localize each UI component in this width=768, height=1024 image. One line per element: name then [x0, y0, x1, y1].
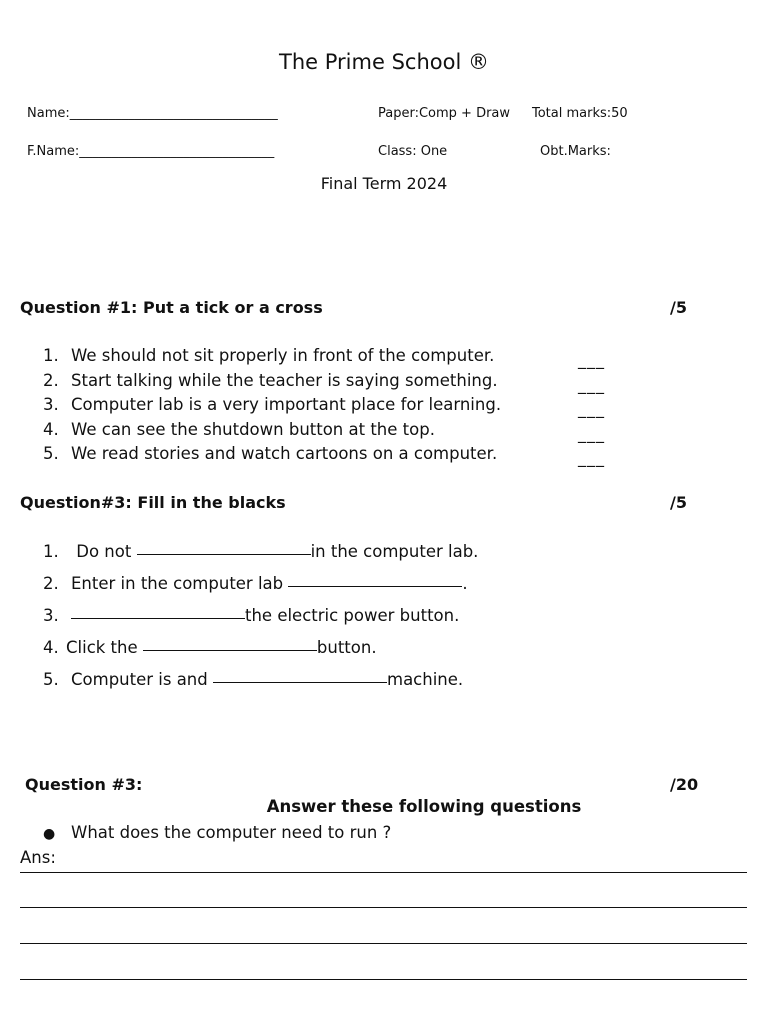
fill-blank: [288, 585, 462, 587]
item-number: 3.: [43, 606, 59, 625]
item-text-after: .: [462, 574, 468, 593]
tick-blank: ___: [578, 448, 605, 467]
bullet-icon: ●: [43, 826, 56, 842]
item-text: We can see the shutdown button at the top.: [71, 420, 435, 439]
q2-item: [43, 542, 478, 561]
question-text: What does the computer need to run ?: [71, 823, 392, 842]
tick-blank: ___: [578, 350, 605, 369]
q1-item: [43, 444, 497, 463]
q1-item: [43, 420, 435, 439]
item-number: 5.: [43, 444, 59, 463]
item-number: 4.: [43, 420, 59, 439]
item-text-after: machine.: [387, 670, 464, 689]
q2-item: [43, 606, 459, 625]
item-number: 2.: [43, 371, 59, 390]
item-text-before: Do not: [71, 542, 132, 561]
item-text-after: button.: [316, 638, 377, 657]
q1-item: [43, 371, 498, 390]
answer-line: [20, 979, 747, 980]
q1-item: [43, 395, 501, 414]
q2-item: [43, 638, 377, 657]
exam-term: Final Term 2024: [320, 174, 448, 193]
school-title: The Prime School ®: [279, 50, 489, 74]
q3-heading: Question #3:: [25, 775, 143, 794]
q2-item: [43, 574, 468, 593]
item-text-after: in the computer lab.: [310, 542, 479, 561]
paper-info: Paper:Comp + Draw: [378, 106, 511, 121]
item-text-before: Enter in the computer lab: [71, 574, 284, 593]
item-text: We should not sit properly in front of the computer.: [71, 346, 495, 365]
answer-label: Ans:: [20, 848, 56, 867]
class-info: Class: One: [378, 144, 448, 159]
item-number: 2.: [43, 574, 59, 593]
q1-heading: Question #1: Put a tick or a cross: [20, 298, 323, 317]
item-number: 4.: [43, 638, 59, 657]
item-number: 1.: [43, 542, 59, 561]
answer-line: [20, 943, 747, 944]
q3-subheading: Answer these following questions: [266, 797, 582, 816]
answer-line: [20, 872, 747, 873]
obtained-marks: Obt.Marks:: [540, 144, 611, 159]
item-number: 3.: [43, 395, 59, 414]
tick-blank: ___: [578, 424, 605, 443]
q2-heading: Question#3: Fill in the blacks: [20, 493, 286, 512]
item-number: 5.: [43, 670, 59, 689]
q3-marks: /20: [670, 775, 699, 794]
fill-blank: [213, 681, 387, 683]
item-text-after: the electric power button.: [245, 606, 460, 625]
item-number: 1.: [43, 346, 59, 365]
q3-question: [43, 823, 391, 842]
fill-blank: [137, 553, 311, 555]
name-field: Name:________________________________: [27, 106, 278, 121]
answer-line: [20, 907, 747, 908]
q1-item: [43, 346, 494, 365]
item-text: Start talking while the teacher is saying something.: [71, 371, 498, 390]
item-text-before: Click the: [66, 638, 138, 657]
item-text: We read stories and watch cartoons on a computer.: [71, 444, 498, 463]
item-text-before: Computer is and: [71, 670, 208, 689]
q2-item: [43, 670, 463, 689]
q2-marks: /5: [670, 493, 687, 512]
q1-marks: /5: [670, 298, 687, 317]
tick-blank: ___: [578, 375, 605, 394]
fill-blank: [71, 617, 245, 619]
total-marks: Total marks:50: [532, 106, 628, 121]
father-name-field: F.Name:______________________________: [27, 144, 275, 159]
fill-blank: [143, 649, 317, 651]
item-text: Computer lab is a very important place for learning.: [71, 395, 502, 414]
tick-blank: ___: [578, 399, 605, 418]
